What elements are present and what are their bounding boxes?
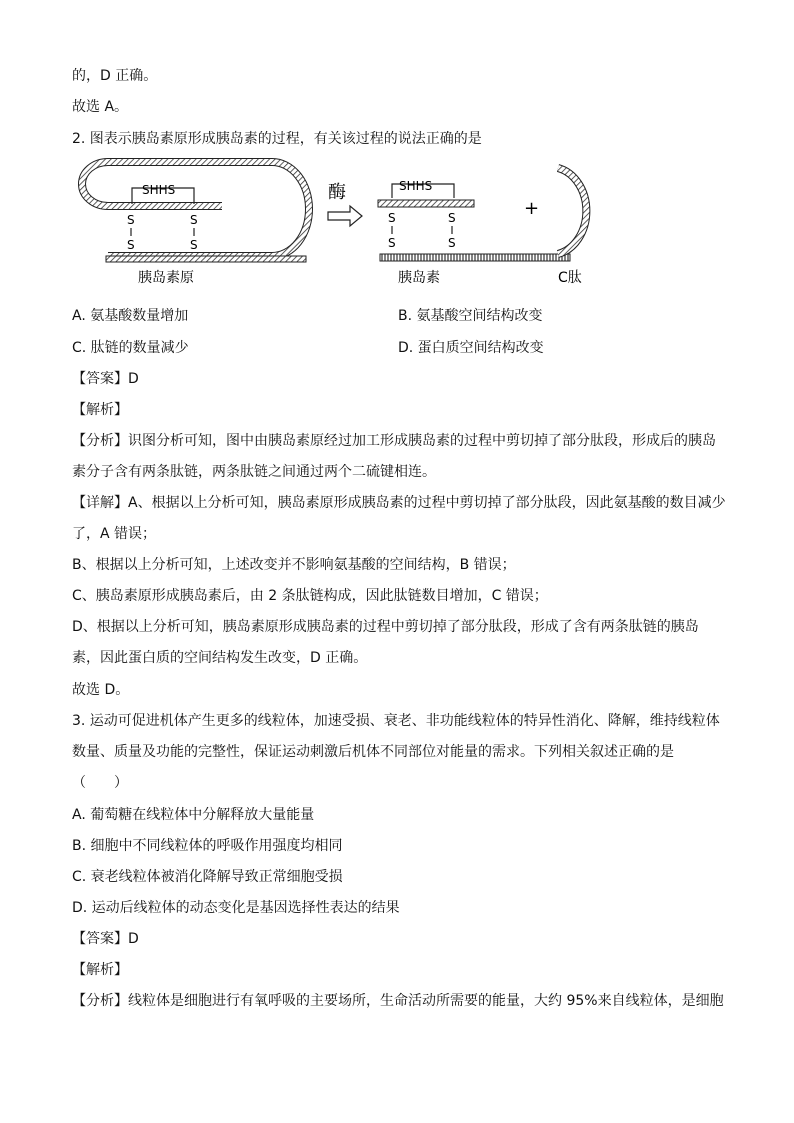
choose-text: 故选 D。: [72, 682, 130, 698]
sulfur-label: S: [127, 238, 135, 252]
insulin-chains: [378, 179, 570, 261]
text-line: 的，D 正确。: [72, 68, 158, 84]
option-d: D. 蛋白质空间结构改变: [398, 340, 544, 356]
sulfur-label: S: [190, 213, 198, 227]
proinsulin-label: 胰岛素原: [138, 270, 194, 286]
detail-text: 【详解】A、根据以上分析可知，胰岛素原形成胰岛素的过程中剪切掉了部分肽段，因此氨基酸的数目减少: [72, 495, 726, 511]
answer-label: 【答案】D: [72, 371, 139, 387]
c-peptide-label: C肽: [558, 270, 582, 286]
analysis-text: 【分析】识图分析可知，图中由胰岛素原经过加工形成胰岛素的过程中剪切掉了部分肽段，形成后的胰岛: [72, 433, 716, 449]
option-a: A. 氨基酸数量增加: [72, 308, 189, 324]
plus-sign: +: [524, 198, 540, 219]
sulfur-label: S: [190, 238, 198, 252]
insulin-process-diagram: [72, 158, 632, 290]
detail-text: 了，A 错误；: [72, 526, 157, 542]
analysis-text: 素分子含有两条肽链，两条肽链之间通过两个二硫键相连。: [72, 464, 436, 480]
answer-label: 【答案】D: [72, 931, 139, 947]
left-disulfide-bonds: [127, 183, 198, 252]
question-3-paren: （ ）: [72, 775, 128, 791]
detail-text: B、根据以上分析可知，上述改变并不影响氨基酸的空间结构，B 错误；: [72, 557, 516, 573]
shhs-label: SHHS: [142, 183, 176, 197]
text-line: 故选 A。: [72, 99, 129, 115]
question-2-stem: 2. 图表示胰岛素原形成胰岛素的过程，有关该过程的说法正确的是: [72, 131, 482, 147]
analysis-heading: 【解析】: [72, 962, 128, 978]
detail-text: C、胰岛素原形成胰岛素后，由 2 条肽链构成，因此肽链数目增加，C 错误；: [72, 588, 548, 604]
option-b: B. 氨基酸空间结构改变: [398, 308, 543, 324]
detail-text: 素，因此蛋白质的空间结构发生改变，D 正确。: [72, 650, 368, 666]
enzyme-label: 酶: [328, 182, 346, 203]
option-c: C. 衰老线粒体被消化降解导致正常细胞受损: [72, 869, 343, 885]
detail-text: D、根据以上分析可知，胰岛素原形成胰岛素的过程中剪切掉了部分肽段，形成了含有两条肽链的胰岛: [72, 619, 699, 635]
sulfur-label: S: [388, 236, 396, 250]
question-3-stem: 数量、质量及功能的完整性，保证运动刺激后机体不同部位对能量的需求。下列相关叙述正确的是: [72, 744, 674, 760]
sulfur-label: S: [448, 211, 456, 225]
option-b: B. 细胞中不同线粒体的呼吸作用强度均相同: [72, 838, 343, 854]
sulfur-label: S: [127, 213, 135, 227]
option-a: A. 葡萄糖在线粒体中分解释放大量能量: [72, 807, 315, 823]
analysis-text: 【分析】线粒体是细胞进行有氧呼吸的主要场所，生命活动所需要的能量，大约 95%来自线粒体，是细胞: [72, 993, 724, 1009]
insulin-label: 胰岛素: [398, 270, 440, 286]
c-peptide: [558, 168, 586, 254]
sulfur-label: S: [388, 211, 396, 225]
enzyme-arrow: [328, 182, 362, 226]
question-3-stem: 3. 运动可促进机体产生更多的线粒体，加速受损、衰老、非功能线粒体的特异性消化、降解，维持线粒体: [72, 713, 720, 729]
sulfur-label: S: [448, 236, 456, 250]
analysis-heading: 【解析】: [72, 402, 128, 418]
option-c: C. 肽链的数量减少: [72, 340, 189, 356]
option-d: D. 运动后线粒体的动态变化是基因选择性表达的结果: [72, 900, 400, 916]
shhs-label: SHHS: [399, 179, 433, 193]
